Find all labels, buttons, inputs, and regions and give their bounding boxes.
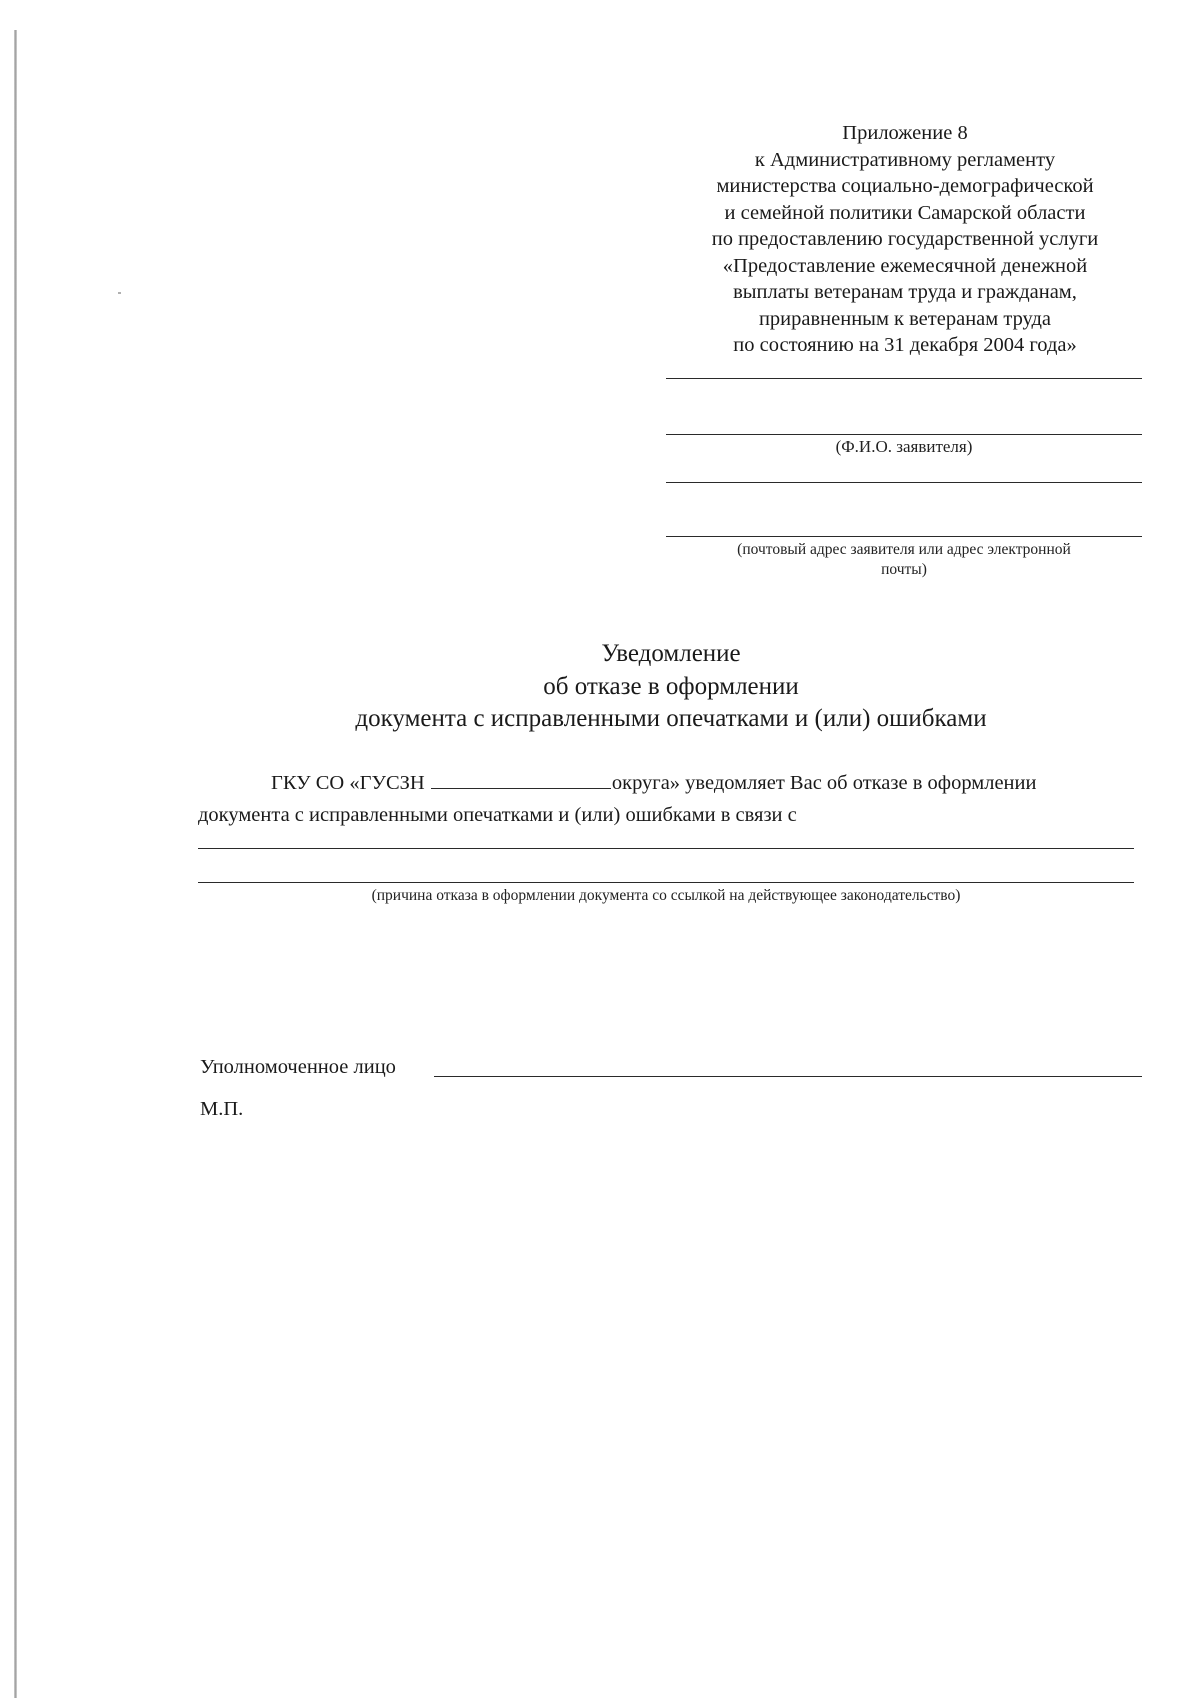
district-blank-field[interactable] bbox=[431, 770, 611, 789]
applicant-address-line-2[interactable] bbox=[666, 536, 1142, 537]
applicant-name-caption: (Ф.И.О. заявителя) bbox=[835, 437, 973, 456]
appendix-line: «Предоставление ежемесячной денежной bbox=[722, 254, 1088, 277]
stamp-place: М.П. bbox=[200, 1098, 244, 1120]
appendix-line: по состоянию на 31 декабря 2004 года» bbox=[733, 334, 1077, 356]
title-line: документа с исправленными опечатками и (или) ошибками bbox=[355, 705, 987, 732]
signature-line[interactable] bbox=[434, 1076, 1142, 1077]
appendix-line: приравненным к ветеранам труда bbox=[758, 307, 1052, 330]
appendix-line: и семейной политики Самарской области bbox=[724, 201, 1086, 224]
reason-line-1[interactable] bbox=[198, 848, 1134, 849]
address-caption-line: (почтовый адрес заявителя или адрес электронной bbox=[737, 541, 1071, 558]
applicant-address-caption bbox=[666, 540, 1142, 580]
applicant-name-line-1[interactable] bbox=[666, 378, 1142, 379]
appendix-line: выплаты ветеранам труда и гражданам, bbox=[733, 281, 1077, 303]
applicant-address-line-1[interactable] bbox=[666, 482, 1142, 483]
reason-caption: (причина отказа в оформлении документа со ссылкой на действующее законодательство) bbox=[371, 887, 961, 904]
address-caption-line: почты) bbox=[881, 561, 927, 578]
appendix-line: по предоставлению государственной услуги bbox=[711, 228, 1099, 250]
signature-label: Уполномоченное лицо bbox=[200, 1056, 396, 1078]
appendix-line: Приложение 8 bbox=[842, 122, 968, 144]
scan-artifact bbox=[118, 292, 121, 294]
appendix-block bbox=[668, 120, 1142, 359]
body-line-2: документа с исправленными опечатками и (или) ошибками в связи с bbox=[198, 804, 797, 826]
reason-line-2[interactable] bbox=[198, 882, 1134, 883]
body-line-1 bbox=[271, 770, 1036, 796]
document-title bbox=[196, 638, 1146, 736]
signature-row bbox=[200, 1054, 396, 1080]
body-suffix: округа» уведомляет Вас об отказе в оформлении bbox=[611, 772, 1037, 794]
applicant-name-line-2[interactable] bbox=[666, 434, 1142, 435]
scan-edge bbox=[14, 30, 17, 1698]
body-prefix: ГКУ СО «ГУСЗН bbox=[271, 772, 425, 794]
appendix-line: к Административному регламенту bbox=[754, 148, 1056, 171]
title-line: об отказе в оформлении bbox=[543, 672, 799, 700]
title-line: Уведомление bbox=[601, 640, 741, 667]
appendix-line: министерства социально-демографической bbox=[716, 175, 1094, 197]
